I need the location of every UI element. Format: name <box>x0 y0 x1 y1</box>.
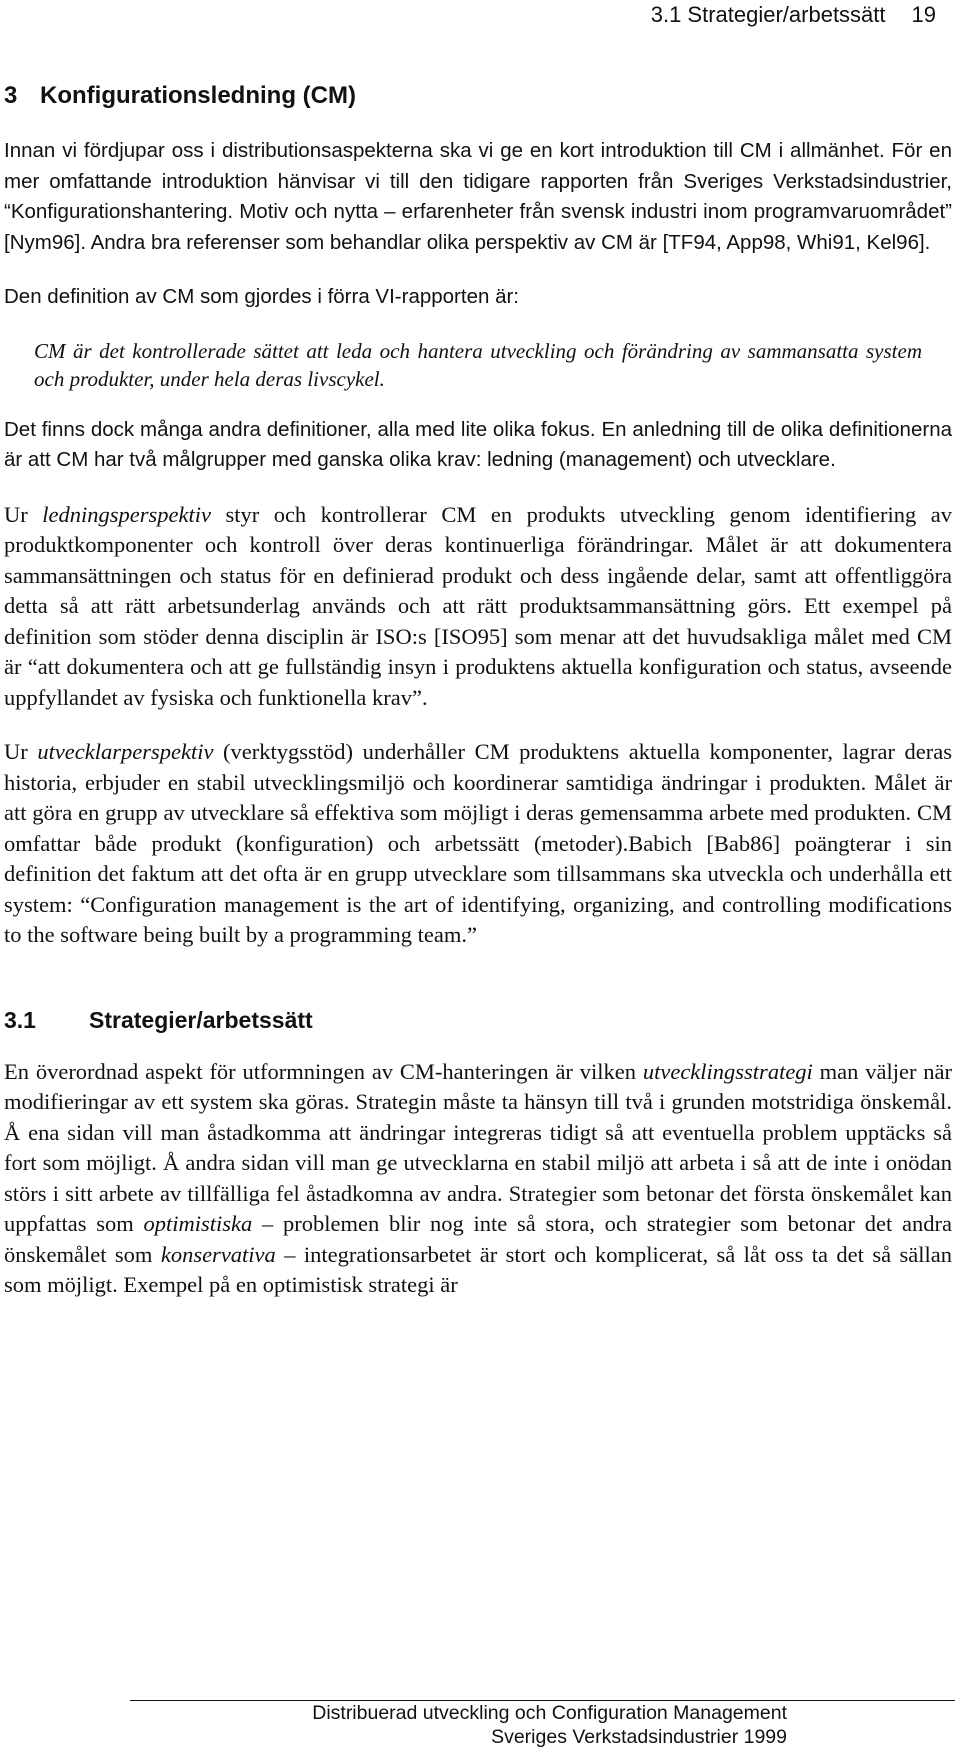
definitions-focus-paragraph: Det finns dock många andra definitioner, alla med lite olika fokus. En anledning till de olika definitionerna är att CM har två målgrupper med ganska olika krav: ledning (management) och utvecklare. <box>4 417 952 471</box>
chapter-heading <box>4 78 952 114</box>
strategy-text-d: – integrationsarbetet är stort och komplicerat, så låt oss ta det så sällan som möjligt. Exempel på en optimistisk strategi är <box>4 1241 952 1297</box>
strategy-emphasis-2: optimistiska <box>143 1211 253 1236</box>
definition-quote: CM är det kontrollerade sättet att leda och hantera utveckling och förändring av sammansatta system och produkter, under hela deras livscykel. <box>34 338 922 391</box>
running-header-section: 3.1 Strategier/arbetssätt <box>650 2 886 27</box>
chapter-title: Konfigurationsledning (CM) <box>40 82 356 109</box>
section-number: 3.1 <box>4 1006 36 1033</box>
strategy-text-a: En överordnad aspekt för utformningen av CM-hanteringen är vilken <box>4 1058 643 1084</box>
p5-body: (verktygsstöd) underhåller CM produktens aktuella komponenter, lagrar deras historia, erbjuder en stabil utvecklingsmiljö och koordinerar samtidiga ändringar i produkten. Målet är att göra en grupp av utvecklare så effektiva som möjligt i deras gemensamma arbete med produkten. CM omfattar både produkt (konfiguration) och arbetssätt (metoder).Babich [Bab86] poängterar i sin definition det faktum att det ofta är en grupp utvecklare som tillsammans ska utveckla och underhålla ett system: “Configuration management is the art of identifying, organizing, and controlling modifications to the software being built by a programming team.” <box>4 739 952 947</box>
p4-body: styr och kontrollerar CM en produkts utveckling genom identifiering av produktkomponenter och kontroll över deras kontinuerliga förändringar. Målet är att dokumentera sammansättningen och status för en definierad produkt och dess ingående delar, samt att offentliggöra detta så att rätt arbetsunderlag används och att rätt produktsammansättning görs. Ett exempel på definition som stöder denna disciplin är ISO:s [ISO95] som menar att det huvudsakliga målet med CM är “att dokumentera och att ge fullständig insyn i produktens aktuella konfiguration och status, avseende uppfyllandet av fysiska och funktionella krav”. <box>4 501 952 710</box>
management-perspective-paragraph <box>4 500 952 714</box>
p5-prefix: Ur <box>4 739 38 764</box>
strategy-text-b: man väljer när modifieringar av ett system ska göras. Strategin måste ta hänsyn till två i grunden motstridiga önskemål. Å ena sidan vill man åstadkomma att ändringar integreras tidigt så att eventuella problem upptäcks så fort som möjligt. Å andra sidan vill man ge utvecklarna en stabil miljö att arbeta i så att de inte i onödan störs i sitt arbete av tillfälliga fel åstadkomna av andra. Strategier som betonar det första önskemålet kan uppfattas som <box>4 1058 953 1236</box>
strategy-paragraph <box>4 1057 952 1301</box>
chapter-number: 3 <box>4 82 18 109</box>
main-text <box>4 78 952 1325</box>
strategy-emphasis-1: utvecklingsstrategi <box>642 1058 813 1084</box>
p4-emphasis: ledningsperspektiv <box>42 501 211 527</box>
definition-intro-paragraph: Den definition av CM som gjordes i förra VI-rapporten är: <box>4 285 520 308</box>
strategy-emphasis-3: konservativa <box>160 1241 276 1267</box>
p4-prefix: Ur <box>4 501 43 527</box>
running-header <box>651 2 936 28</box>
strategy-text-c: – problemen blir nog inte så stora, och strategier som betonar det andra önskemålet som <box>4 1211 952 1267</box>
section-heading <box>4 1003 952 1037</box>
page-number: 19 <box>911 2 936 27</box>
section-title: Strategier/arbetssätt <box>89 1006 313 1033</box>
footer-publisher: Sveriges Verkstadsindustrier 1999 <box>491 1726 787 1748</box>
page-footer <box>130 1700 955 1749</box>
intro-paragraph: Innan vi fördjupar oss i distributionsaspekterna ska vi ge en kort introduktion till CM i allmänhet. För en mer omfattande introduktion hänvisar vi till den tidigare rapporten från Sveriges Verkstadsindustrier, “Konfigurationshantering. Motiv och nytta – erfarenheter från svensk industri inom programvaruområdet” [Nym96]. Andra bra referenser som behandlar olika perspektiv av CM är [TF94, App98, Whi91, Kel96]. <box>4 139 952 254</box>
developer-perspective-paragraph <box>4 737 952 951</box>
p5-emphasis: utvecklarperspektiv <box>37 739 214 764</box>
footer-title: Distribuerad utveckling och Configuration Management <box>312 1702 787 1724</box>
